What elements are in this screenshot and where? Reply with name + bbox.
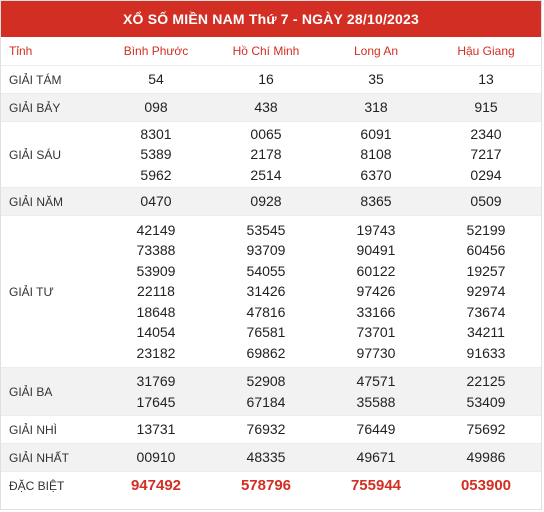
prize-cell: [321, 94, 431, 122]
prize-number: 60122: [356, 262, 396, 279]
province-name[interactable]: Long An: [353, 44, 399, 58]
prize-cell: [211, 472, 321, 500]
prize-number: 6091: [360, 125, 392, 142]
prize-cell: [321, 122, 431, 188]
prize-number: 14054: [136, 324, 176, 341]
prize-number: 22118: [137, 283, 175, 300]
prize-number: 0470: [140, 193, 172, 210]
prize-number: 97730: [356, 344, 396, 361]
prize-number: 0509: [470, 193, 502, 210]
prize-number: 69862: [246, 344, 286, 361]
prize-number: 91633: [466, 344, 506, 361]
prize-number: 31426: [246, 283, 286, 300]
prize-number: 42149: [136, 221, 176, 238]
prize-number: 5962: [140, 166, 172, 183]
prize-number: 35: [368, 71, 384, 88]
prize-cell: [211, 66, 321, 94]
prize-cell: [101, 188, 211, 216]
prize-number: 53545: [246, 221, 286, 238]
prize-cell: [431, 66, 541, 94]
prize-cell: [431, 416, 541, 444]
prize-number: 67184: [246, 393, 286, 410]
prize-number: 13: [478, 71, 494, 88]
prize-number: 5389: [140, 146, 172, 163]
prize-number: 90491: [356, 242, 396, 259]
prize-cell: [321, 66, 431, 94]
prize-number: 0065: [250, 125, 282, 142]
prize-number: 318: [364, 99, 388, 116]
prize-label: GIẢI NHÌ: [1, 416, 101, 444]
prize-cell: [431, 368, 541, 416]
prize-number: 92974: [466, 283, 506, 300]
prize-number: 35588: [356, 393, 396, 410]
prize-label: GIẢI TƯ: [1, 216, 101, 368]
prize-number: 0294: [470, 166, 502, 183]
prize-number: 16: [258, 71, 274, 88]
prize-row: [1, 472, 541, 500]
prize-number: 49671: [356, 449, 396, 466]
prize-row: [1, 368, 541, 416]
prize-number: 8301: [140, 125, 172, 142]
prize-number: 97426: [356, 283, 396, 300]
prize-cell: [321, 368, 431, 416]
prize-number: 18648: [136, 303, 176, 320]
prize-number: 7217: [470, 146, 502, 163]
prize-number: 23182: [136, 344, 176, 361]
prize-number: 438: [254, 99, 278, 116]
prize-cell: [321, 416, 431, 444]
prize-label: GIẢI NHẤT: [1, 444, 101, 472]
prize-number: 19743: [356, 221, 396, 238]
prize-label: GIẢI SÁU: [1, 122, 101, 188]
prize-cell: [211, 416, 321, 444]
prize-label: GIẢI TÁM: [1, 66, 101, 94]
prize-cell: [101, 444, 211, 472]
prize-row: [1, 66, 541, 94]
prize-number: 52199: [466, 221, 506, 238]
prize-cell: [321, 216, 431, 368]
results-table: [1, 37, 541, 500]
prize-number: 47571: [356, 373, 396, 389]
prize-cell: [211, 216, 321, 368]
prize-row: [1, 444, 541, 472]
prize-cell: [431, 216, 541, 368]
prize-number: 60456: [466, 242, 506, 259]
prize-number: 755944: [350, 476, 402, 494]
prize-label: ĐẶC BIỆT: [1, 472, 101, 500]
province-name[interactable]: Hồ Chí Minh: [232, 44, 300, 58]
prize-label: GIẢI NĂM: [1, 188, 101, 216]
prize-cell: [211, 444, 321, 472]
prize-number: 2514: [250, 166, 282, 183]
province-header-row: [1, 37, 541, 66]
prize-cell: [431, 122, 541, 188]
prize-number: 0928: [250, 193, 282, 210]
prize-number: 947492: [130, 476, 182, 494]
prize-number: 73388: [136, 242, 176, 259]
prize-number: 31769: [136, 373, 176, 389]
province-name[interactable]: Hậu Giang: [457, 44, 515, 58]
prize-cell: [211, 368, 321, 416]
prize-label: GIẢI BA: [1, 368, 101, 416]
prize-cell: [211, 188, 321, 216]
prize-number: 8108: [360, 146, 392, 163]
prize-number: 17645: [136, 393, 176, 410]
prize-number: 75692: [466, 421, 506, 438]
prize-number: 6370: [360, 166, 392, 183]
prize-number: 76932: [246, 421, 286, 438]
prize-cell: [321, 188, 431, 216]
prize-number: 76581: [246, 324, 286, 341]
prize-cell: [431, 94, 541, 122]
prize-cell: [101, 94, 211, 122]
prize-row: [1, 122, 541, 188]
prize-cell: [321, 472, 431, 500]
prize-number: 00910: [136, 449, 176, 466]
prize-row: [1, 94, 541, 122]
prize-cell: [101, 66, 211, 94]
prize-number: 578796: [240, 476, 292, 494]
province-header-label: Tỉnh: [9, 44, 33, 58]
prize-cell: [211, 94, 321, 122]
prize-number: 53909: [136, 262, 176, 279]
prize-cell: [211, 122, 321, 188]
prize-label: GIẢI BẢY: [1, 94, 101, 122]
prize-number: 54: [148, 71, 164, 88]
prize-number: 53409: [466, 393, 506, 410]
prize-number: 053900: [460, 476, 512, 494]
prize-cell: [431, 472, 541, 500]
prize-number: 34211: [467, 324, 505, 341]
prize-number: 73674: [466, 303, 506, 320]
results-title: XỔ SỐ MIỀN NAM Thứ 7 - NGÀY 28/10/2023: [1, 1, 541, 37]
prize-row: [1, 188, 541, 216]
prize-number: 22125: [466, 373, 506, 389]
prize-row: [1, 416, 541, 444]
prize-cell: [101, 122, 211, 188]
prize-cell: [101, 416, 211, 444]
province-name[interactable]: Bình Phước: [123, 44, 189, 58]
prize-cell: [101, 216, 211, 368]
prize-number: 76449: [356, 421, 396, 438]
prize-cell: [431, 188, 541, 216]
prize-number: 915: [474, 99, 498, 116]
prize-number: 33166: [356, 303, 396, 320]
prize-cell: [101, 368, 211, 416]
prize-row: [1, 216, 541, 368]
prize-number: 73701: [356, 324, 396, 341]
prize-cell: [101, 472, 211, 500]
prize-number: 54055: [246, 262, 286, 279]
prize-cell: [431, 444, 541, 472]
prize-number: 93709: [246, 242, 286, 259]
prize-number: 8365: [360, 193, 392, 210]
prize-number: 49986: [466, 449, 506, 466]
prize-number: 098: [144, 99, 168, 116]
prize-number: 47816: [246, 303, 286, 320]
prize-cell: [321, 444, 431, 472]
prize-number: 2340: [470, 125, 502, 142]
prize-number: 13731: [136, 421, 176, 438]
prize-number: 2178: [250, 146, 282, 163]
prize-number: 48335: [246, 449, 286, 466]
prize-number: 52908: [246, 373, 286, 389]
prize-number: 19257: [466, 262, 506, 279]
